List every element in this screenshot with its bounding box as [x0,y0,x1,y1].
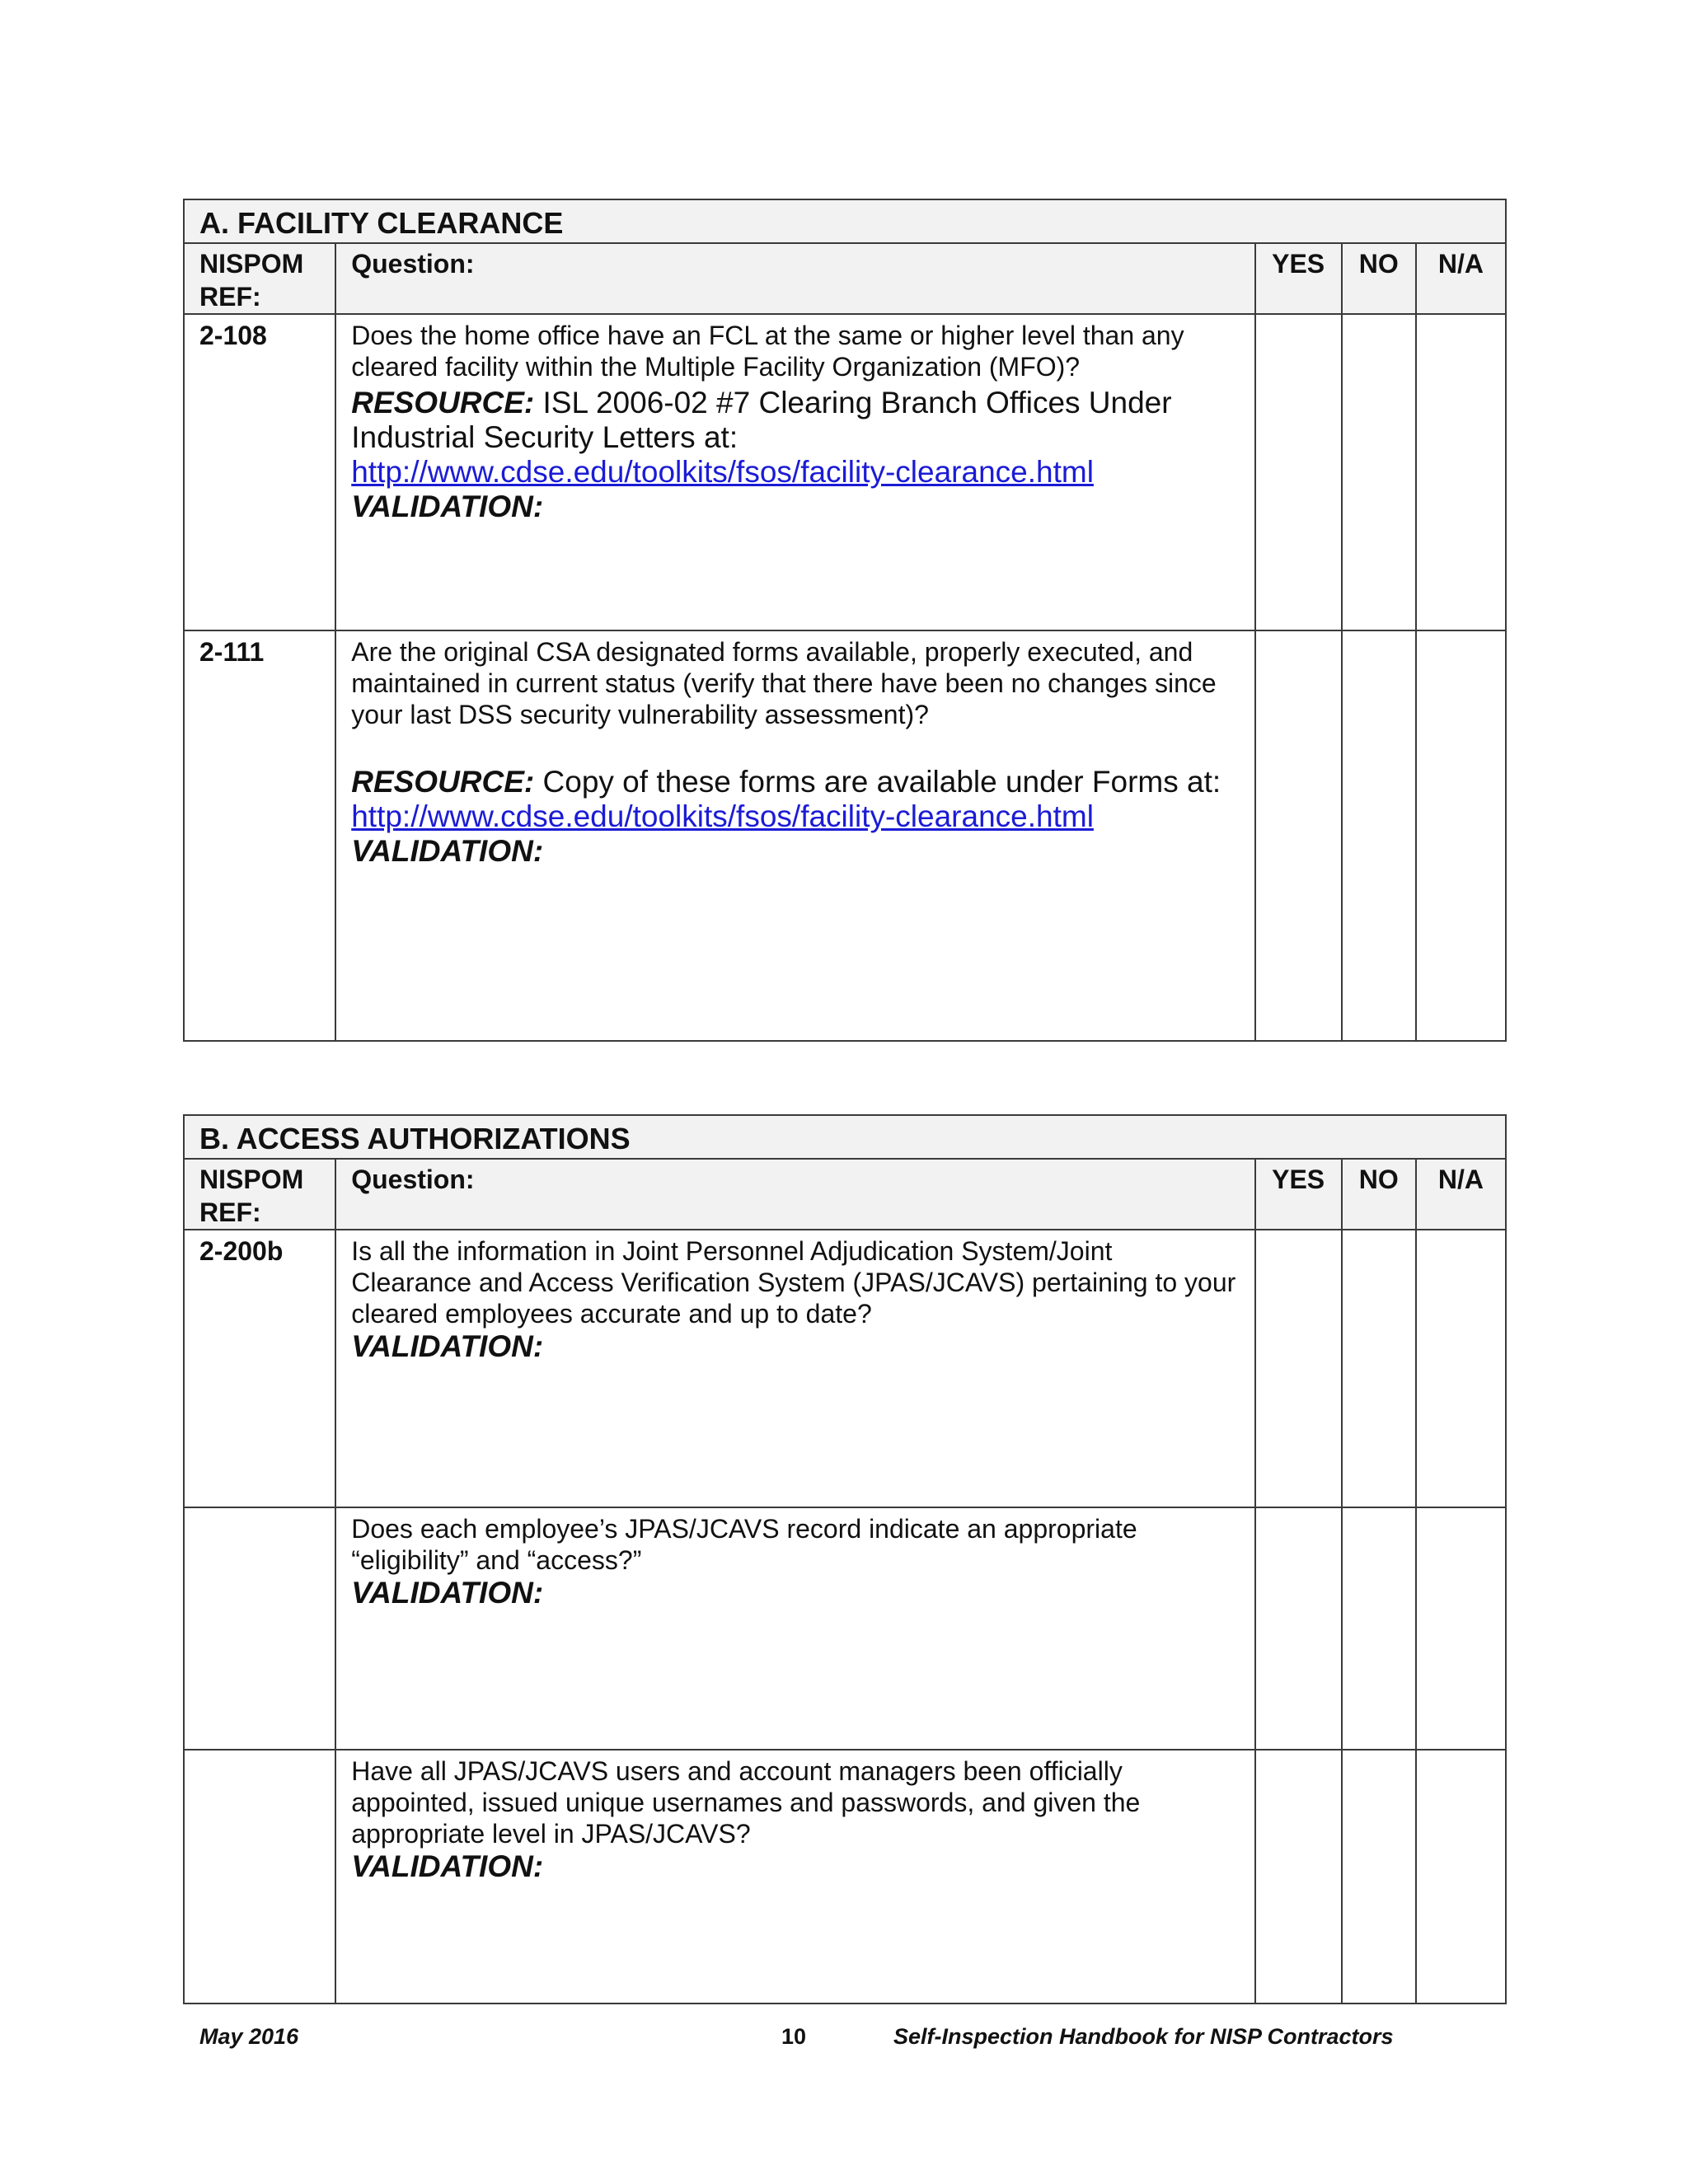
question-cell [335,1507,1254,1750]
page-footer [199,2024,1436,2057]
na-cell[interactable] [1416,1230,1506,1507]
nispom-ref [184,1507,335,1750]
question-text: Are the original CSA designated forms available, properly executed, and maintained in current status (verify that there have been no changes since your last DSS security vulnerability assessment)? [351,637,1217,729]
resource-block [351,386,1239,490]
nispom-ref: 2-111 [184,630,335,1041]
header-question: Question: [335,243,1254,314]
header-na: N/A [1416,243,1506,314]
question-cell [335,630,1254,1041]
resource-link[interactable]: http://www.cdse.edu/toolkits/fsos/facility-clearance.html [351,455,1094,489]
resource-block [351,765,1239,834]
validation-label: VALIDATION: [351,1576,544,1610]
validation-label: VALIDATION: [351,490,544,523]
validation-label: VALIDATION: [351,834,544,868]
validation-label: VALIDATION: [351,1329,544,1363]
na-cell[interactable] [1416,630,1506,1041]
table-row [184,1230,1506,1507]
na-cell[interactable] [1416,314,1506,630]
header-na: N/A [1416,1159,1506,1230]
header-question: Question: [335,1159,1254,1230]
question-cell [335,1750,1254,2004]
nispom-ref: 2-200b [184,1230,335,1507]
no-cell[interactable] [1342,630,1416,1041]
footer-date: May 2016 [199,2024,299,2049]
header-no: NO [1342,243,1416,314]
no-cell[interactable] [1342,1507,1416,1750]
section-a-table [183,199,1507,1042]
header-ref: NISPOM REF: [184,1159,335,1230]
question-text: Have all JPAS/JCAVS users and account managers been officially appointed, issued unique usernames and passwords, and given the appropriate level in JPAS/JCAVS? [351,1756,1141,1849]
resource-text: ISL 2006-02 #7 Clearing Branch Offices Under Industrial Security Letters at: [351,386,1172,454]
no-cell[interactable] [1342,314,1416,630]
resource-label: RESOURCE: [351,765,535,799]
nispom-ref [184,1750,335,2004]
yes-cell[interactable] [1255,1230,1342,1507]
question-cell [335,1230,1254,1507]
table-row [184,630,1506,1041]
yes-cell[interactable] [1255,1507,1342,1750]
header-ref: NISPOM REF: [184,243,335,314]
header-no: NO [1342,1159,1416,1230]
footer-title: Self-Inspection Handbook for NISP Contractors [893,2024,1394,2049]
resource-label: RESOURCE: [351,386,535,419]
resource-text: Copy of these forms are available under Forms at: [542,765,1221,799]
section-b-title: B. ACCESS AUTHORIZATIONS [184,1115,1506,1159]
resource-link[interactable]: http://www.cdse.edu/toolkits/fsos/facility-clearance.html [351,799,1094,833]
yes-cell[interactable] [1255,314,1342,630]
no-cell[interactable] [1342,1750,1416,2004]
section-b-table [183,1114,1507,2004]
section-a-title: A. FACILITY CLEARANCE [184,199,1506,243]
table-row [184,1507,1506,1750]
validation-label: VALIDATION: [351,1849,544,1883]
na-cell[interactable] [1416,1507,1506,1750]
yes-cell[interactable] [1255,1750,1342,2004]
question-text: Is all the information in Joint Personnel Adjudication System/Joint Clearance and Access Verification System (JPAS/JCAVS) pertaining to your cleared employees accurate and up to date? [351,1236,1236,1329]
yes-cell[interactable] [1255,630,1342,1041]
no-cell[interactable] [1342,1230,1416,1507]
header-yes: YES [1255,243,1342,314]
nispom-ref: 2-108 [184,314,335,630]
question-text: Does each employee’s JPAS/JCAVS record indicate an appropriate “eligibility” and “access?” [351,1514,1137,1575]
table-row [184,1750,1506,2004]
question-cell [335,314,1254,630]
footer-page-number: 10 [781,2024,807,2049]
question-text: Does the home office have an FCL at the same or higher level than any cleared facility within the Multiple Facility Organization (MFO)? [351,321,1184,382]
header-yes: YES [1255,1159,1342,1230]
table-row [184,314,1506,630]
na-cell[interactable] [1416,1750,1506,2004]
